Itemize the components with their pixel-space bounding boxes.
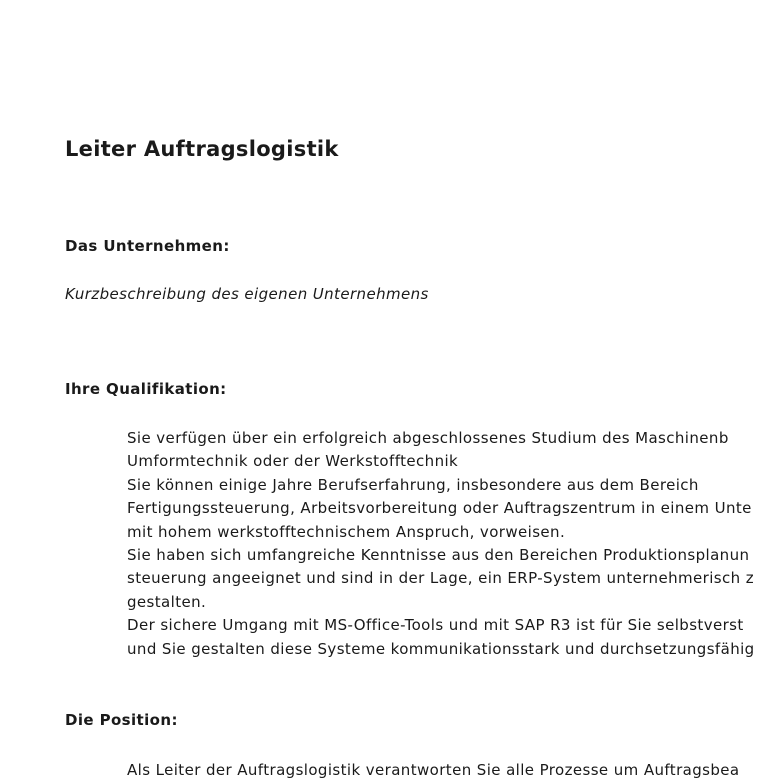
qualification-line: Sie haben sich umfangreiche Kenntnisse aus den Bereichen Produktionsplanun [127, 546, 750, 565]
qualification-line: Fertigungssteuerung, Arbeitsvorbereitung oder Auftragszentrum in einem Unte [127, 499, 752, 518]
position-text [127, 759, 780, 780]
qualification-line: mit hohem werkstofftechnischem Anspruch, vorweisen. [127, 522, 566, 541]
document-title: Leiter Auftragslogistik [65, 137, 339, 161]
qualification-line: Sie können einige Jahre Berufserfahrung, insbesondere aus dem Bereich [127, 475, 699, 494]
qualification-heading: Ihre Qualifikation: [65, 380, 227, 398]
qualification-text [127, 427, 780, 661]
qualification-line: und Sie gestalten diese Systeme kommunikationsstark und durchsetzungsfähig [127, 639, 755, 658]
company-heading: Das Unternehmen: [65, 237, 230, 255]
qualification-line: Der sichere Umgang mit MS-Office-Tools und mit SAP R3 ist für Sie selbstverst [127, 616, 744, 635]
qualification-line: gestalten. [127, 592, 207, 611]
company-description: Kurzbeschreibung des eigenen Unternehmens [65, 285, 429, 303]
position-line: Als Leiter der Auftragslogistik verantworten Sie alle Prozesse um Auftragsbea [127, 761, 740, 779]
qualification-line: Umformtechnik oder der Werkstofftechnik [127, 452, 459, 471]
position-heading: Die Position: [65, 711, 178, 729]
qualification-line: steuerung angeeignet und sind in der Lage, ein ERP-System unternehmerisch z [127, 569, 754, 588]
qualification-line: Sie verfügen über ein erfolgreich abgeschlossenes Studium des Maschinenb [127, 429, 729, 447]
